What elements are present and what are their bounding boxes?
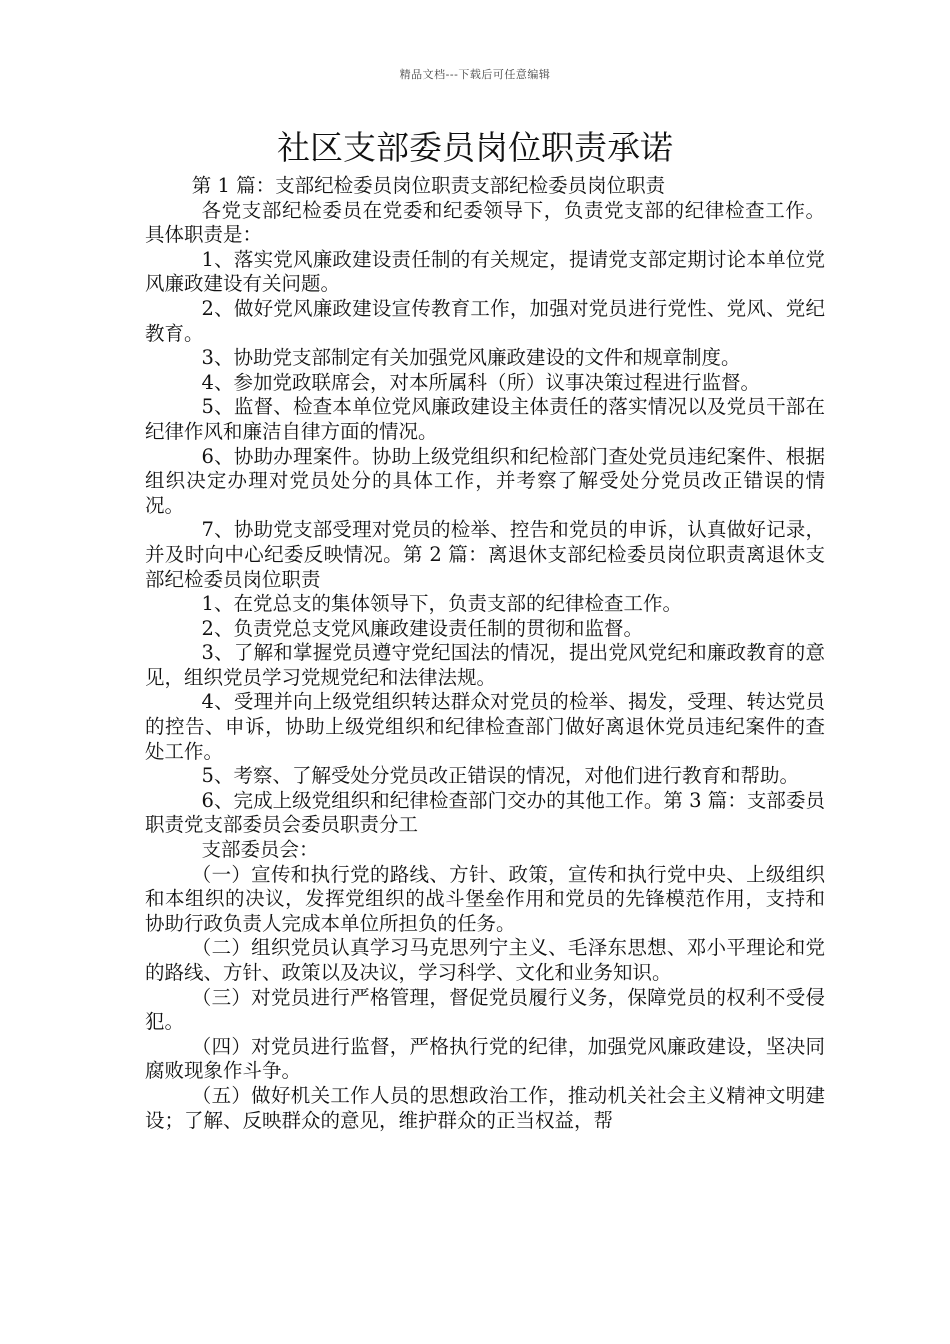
page-title: 社区支部委员岗位职责承诺 [277, 128, 673, 167]
paragraph: 3、协助党支部制定有关加强党风廉政建设的文件和规章制度。 [201, 346, 741, 370]
paragraph: （三）对党员进行严格管理，督促党员履行义务，保障党员的权利不受侵犯。 [145, 985, 825, 1034]
paragraph: 6、协助办理案件。协助上级党组织和纪检部门查处党员违纪案件、根据组织决定办理对党员处分的具体工作，并考察了解受处分党员改正错误的情况。 [145, 444, 825, 517]
paragraph: （四）对党员进行监督，严格执行党的纪律，加强党风廉政建设，坚决同腐败现象作斗争。 [145, 1034, 825, 1083]
paragraph: （二）组织党员认真学习马克思列宁主义、毛泽东思想、邓小平理论和党的路线、方针、政策以及决议，学习科学、文化和业务知识。 [145, 936, 825, 984]
paragraph: 3、了解和掌握党员遵守党纪国法的情况，提出党风党纪和廉政教育的意见，组织党员学习党规党纪和法律法规。 [145, 641, 825, 689]
paragraph: 第 1 篇：支部纪检委员岗位职责支部纪检委员岗位职责 [191, 174, 666, 197]
paragraph: （一）宣传和执行党的路线、方针、政策，宣传和执行党中央、上级组织和本组织的决议，发挥党组织的战斗堡垒作用和党员的先锋模范作用，支持和协助行政负责人完成本单位所担负的任务。 [145, 862, 825, 935]
paragraph: 5、监督、检查本单位党风廉政建设主体责任的落实情况以及党员干部在纪律作风和廉洁自律方面的情况。 [145, 395, 825, 443]
paragraph: （五）做好机关工作人员的思想政治工作，推动机关社会主义精神文明建设；了解、反映群众的意见，维护群众的正当权益，帮 [145, 1083, 825, 1132]
paragraph: 6、完成上级党组织和纪律检查部门交办的其他工作。第 3 篇：支部委员职责党支部委员会委员职责分工 [145, 788, 825, 837]
paragraph: 2、做好党风廉政建设宣传教育工作，加强对党员进行党性、党风、党纪教育。 [145, 296, 825, 345]
paragraph: 2、负责党总支党风廉政建设责任制的贯彻和监督。 [201, 616, 643, 640]
paragraph: 5、考察、了解受处分党员改正错误的情况，对他们进行教育和帮助。 [201, 764, 799, 788]
paragraph: 4、受理并向上级党组织转达群众对党员的检举、揭发，受理、转达党员的控告、申诉，协助上级党组织和纪律检查部门做好离退休党员违纪案件的查处工作。 [145, 690, 825, 763]
paragraph: 各党支部纪检委员在党委和纪委领导下，负责党支部的纪律检查工作。具体职责是： [145, 198, 825, 247]
paragraph: 4、参加党政联席会，对本所属科（所）议事决策过程进行监督。 [201, 370, 760, 394]
paragraph: 1、在党总支的集体领导下，负责支部的纪律检查工作。 [201, 592, 682, 616]
paragraph: 支部委员会： [201, 838, 319, 862]
paragraph: 1、落实党风廉政建设责任制的有关规定，提请党支部定期讨论本单位党风廉政建设有关问题。 [145, 247, 825, 296]
document-body [145, 174, 825, 1133]
paragraph: 7、协助党支部受理对党员的检举、控告和党员的申诉，认真做好记录，并及时向中心纪委反映情况。第 2 篇：离退休支部纪检委员岗位职责离退休支部纪检委员岗位职责 [145, 518, 825, 591]
header-note: 精品文档---下载后可任意编辑 [399, 68, 551, 81]
